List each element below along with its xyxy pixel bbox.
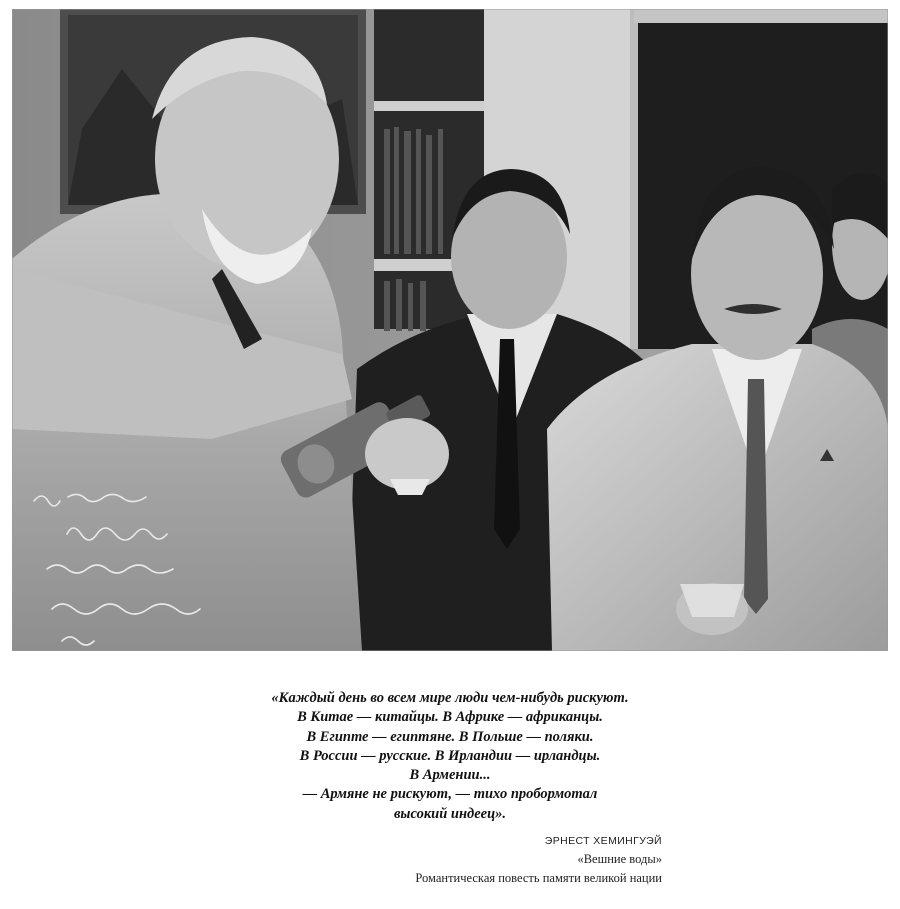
work-subtitle: Романтическая повесть памяти великой нации <box>415 871 662 885</box>
author-name: ЭРНЕСТ ХЕМИНГУЭЙ <box>544 835 662 847</box>
quote-line: В Египте — египтяне. В Польше — поляки. <box>306 728 594 745</box>
quote-line: В Китае — китайцы. В Африке — африканцы. <box>297 709 603 726</box>
quote-line: В Армении... <box>409 767 491 784</box>
quote-block <box>200 689 700 824</box>
quote-line: В России — русские. В Ирландии — ирландцы. <box>299 747 601 764</box>
quote-line: высокий индеец». <box>393 805 507 822</box>
quote-line: «Каждый день во всем мире люди чем-нибудь рискуют. <box>271 690 629 706</box>
attribution <box>242 833 662 887</box>
work-title: «Вешние воды» <box>577 852 662 866</box>
archival-photo <box>12 9 888 651</box>
photo-illustration <box>12 9 888 651</box>
quote-line: — Армяне не рискуют, — тихо пробормотал <box>302 786 598 803</box>
